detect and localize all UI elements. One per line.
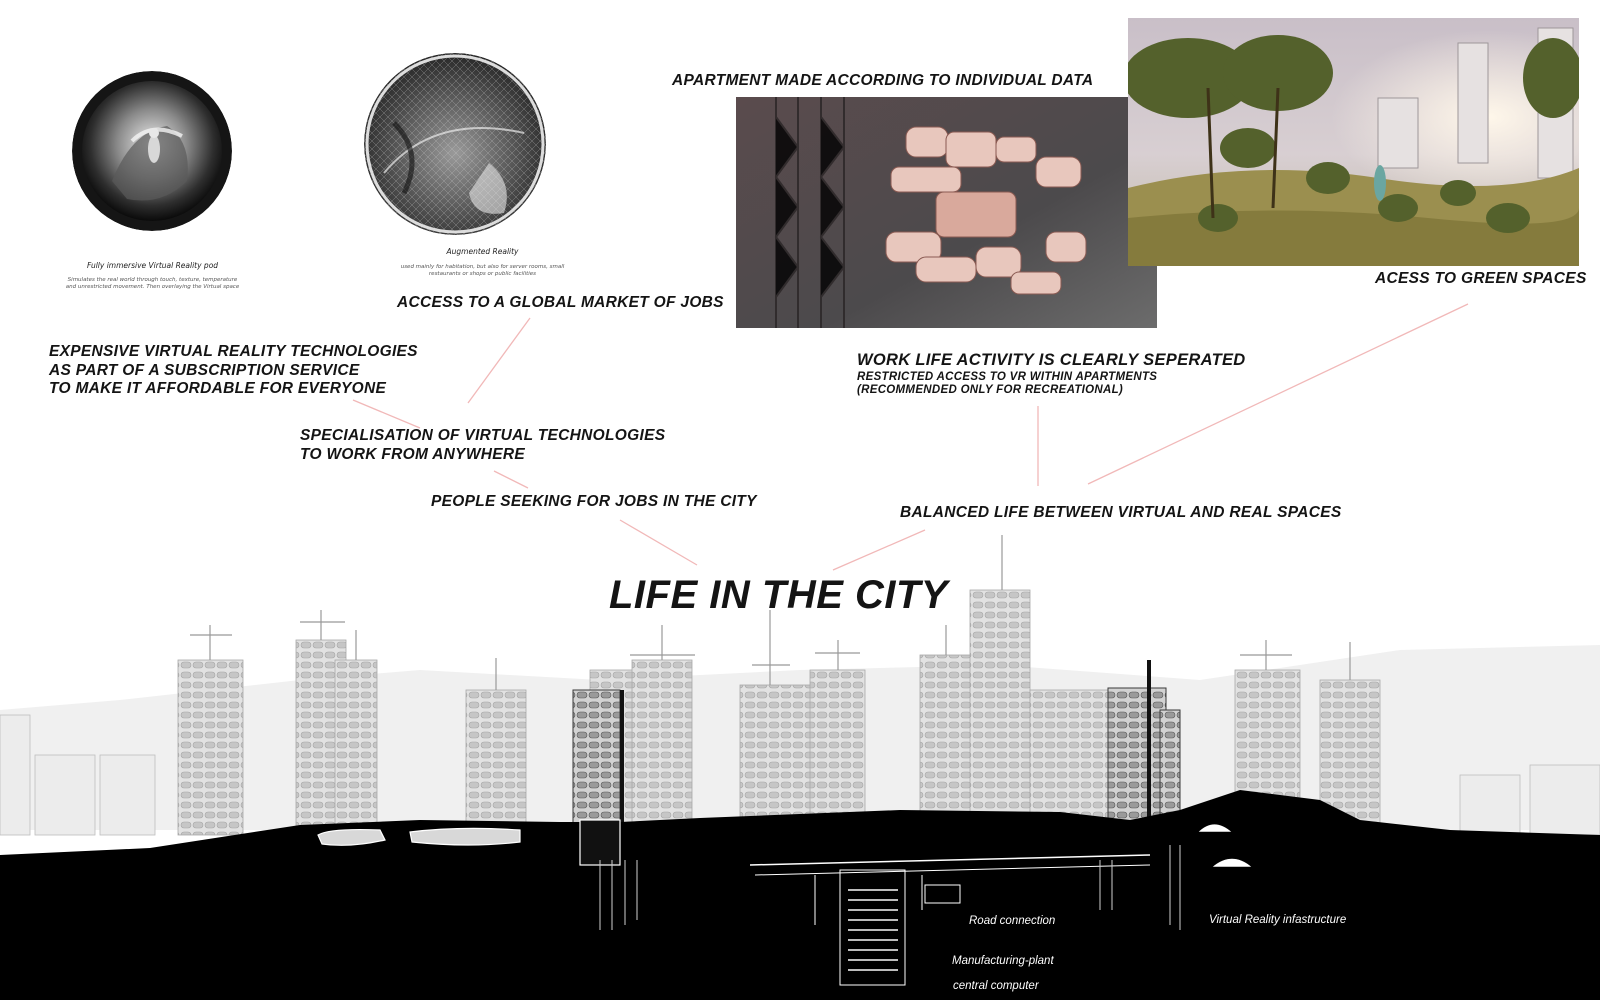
manufacturing-plant-label: Manufacturing-plant bbox=[952, 955, 1054, 967]
expensive-vr-line3: TO MAKE IT AFFORDABLE FOR EVERYONE bbox=[49, 380, 387, 397]
connector-specialisation bbox=[494, 471, 528, 488]
green-space-render-image bbox=[1128, 18, 1579, 266]
page-title: LIFE IN THE CITY bbox=[609, 573, 949, 617]
specialisation-label bbox=[300, 427, 665, 464]
specialisation-line1: SPECIALISATION OF VIRTUAL TECHNOLOGIES bbox=[300, 427, 666, 444]
specialisation-line2: TO WORK FROM ANYWHERE bbox=[300, 445, 526, 463]
expensive-vr-line1: EXPENSIVE VIRTUAL REALITY TECHNOLOGIES bbox=[49, 343, 418, 360]
global-market-label: ACCESS TO A GLOBAL MARKET OF JOBS bbox=[397, 294, 724, 311]
ar-description bbox=[385, 264, 580, 278]
restricted-vr-line1: RESTRICTED ACCESS TO VR WITHIN APARTMENTS bbox=[857, 371, 1158, 383]
work-life-label: WORK LIFE ACTIVITY IS CLEARLY SEPERATED bbox=[857, 351, 1246, 369]
expensive-vr-line2: AS PART OF A SUBSCRIPTION SERVICE bbox=[49, 361, 360, 379]
connector-expensive bbox=[353, 400, 420, 428]
balanced-life-label: BALANCED LIFE BETWEEN VIRTUAL AND REAL SPACES bbox=[900, 504, 1342, 521]
connector-global-market bbox=[468, 318, 530, 403]
ar-dome-image bbox=[364, 53, 546, 235]
vr-pod-description bbox=[50, 277, 255, 291]
restricted-vr-label bbox=[857, 371, 1157, 397]
vr-infrastructure-label: Virtual Reality infastructure bbox=[1209, 914, 1347, 926]
ar-desc-line1: used mainly for habitation, but also for server rooms, small bbox=[400, 264, 565, 270]
vr-pod-desc-line1: Simulates the real world through touch, texture, temperature bbox=[67, 277, 238, 283]
vr-pod-desc-line2: and unrestricted movement. Then overlaying the Virtual space bbox=[65, 284, 240, 290]
city-section-drawing bbox=[0, 530, 1600, 1000]
ar-title: Augmented Reality bbox=[446, 247, 519, 256]
green-spaces-label: ACESS TO GREEN SPACES bbox=[1375, 270, 1587, 287]
restricted-vr-line2: (RECOMMENDED ONLY FOR RECREATIONAL) bbox=[857, 384, 1124, 396]
ar-desc-line2: restaurants or shops or public facilities bbox=[428, 271, 537, 277]
apartment-label: APARTMENT MADE ACCORDING TO INDIVIDUAL DATA bbox=[672, 72, 1094, 89]
road-connection-label: Road connection bbox=[969, 915, 1056, 927]
expensive-vr-label bbox=[49, 343, 418, 399]
central-computer-label: central computer bbox=[953, 980, 1039, 992]
apartment-render-image bbox=[736, 97, 1157, 328]
vr-pod-title: Fully immersive Virtual Reality pod bbox=[86, 261, 219, 270]
vr-pod-image bbox=[72, 71, 232, 231]
people-seeking-label: PEOPLE SEEKING FOR JOBS IN THE CITY bbox=[431, 493, 757, 510]
